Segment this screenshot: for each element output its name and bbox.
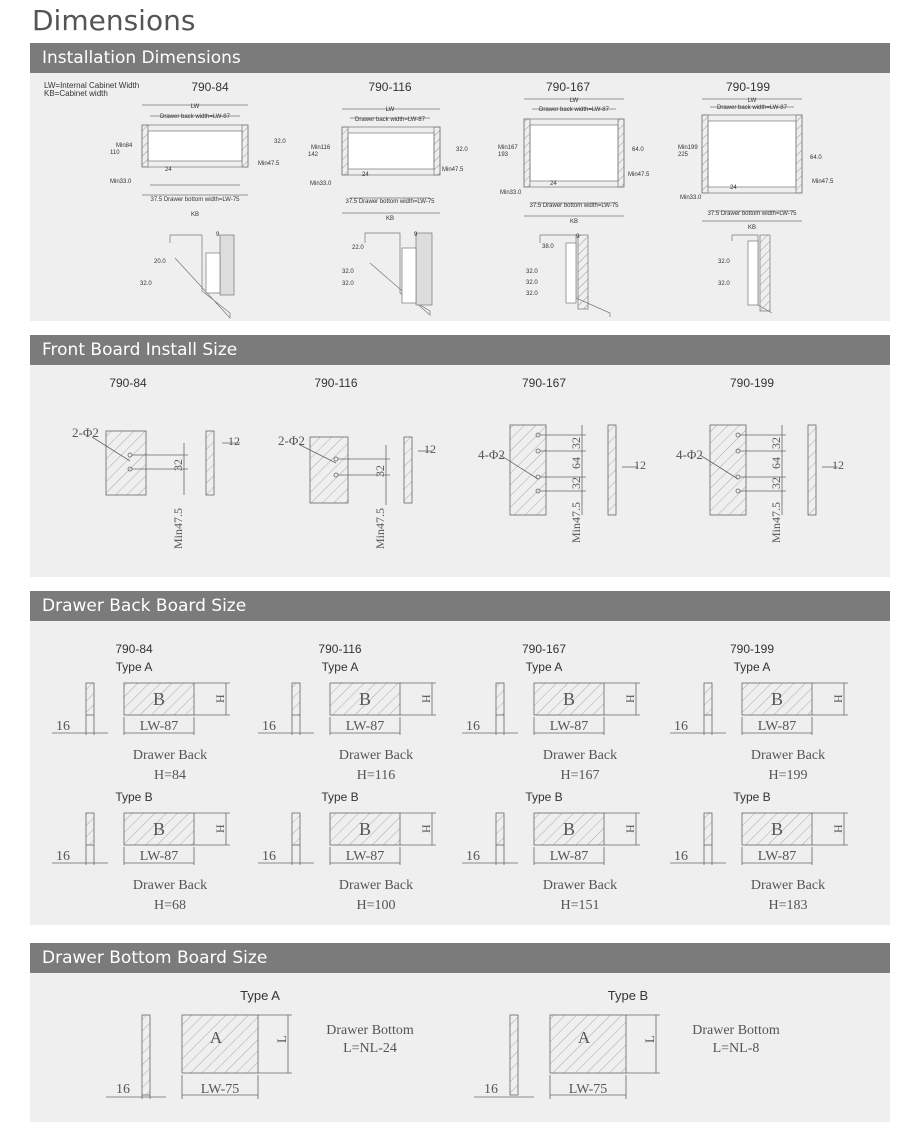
back-height-3-b: H=151 (560, 898, 600, 913)
back-16-1-b: 16 (56, 849, 70, 864)
kb-label-3: KB (569, 219, 579, 225)
min475-2: Min47.5 (442, 167, 464, 173)
min-alt-3: 193 (498, 152, 509, 158)
back-model-4: 790-199 (729, 642, 775, 656)
back-caption-1-a: Drawer Back (132, 748, 208, 763)
back-lw87-2-b: LW-87 (345, 849, 385, 864)
front-model-1: 790-84 (109, 376, 147, 390)
front-min-3: Min47.5 (569, 501, 583, 543)
bottom-formula-a: L=NL-24 (343, 1041, 397, 1056)
back-width-4: Drawer back width=LW-87 (717, 105, 787, 111)
bottom-type-a: Type A (240, 988, 280, 1003)
v24-4: 24 (730, 185, 737, 191)
front-64-4: 64 (769, 457, 783, 469)
v32h-4: 32.0 (718, 259, 730, 265)
min33-3: Min33.0 (500, 190, 522, 196)
back-h-2-b: H (419, 824, 433, 833)
drawer-back-panel (30, 621, 890, 925)
kb-label-4: KB (747, 225, 757, 231)
page-title: Dimensions (32, 4, 196, 37)
bottom-type-b: Type B (607, 988, 649, 1003)
bottom-width-4: 37.5 Drawer bottom width=LW-75 (707, 211, 797, 217)
back-h-1-b: H (213, 824, 227, 833)
back-h-3-b: H (623, 824, 637, 833)
v9-2: 9 (414, 232, 418, 238)
back-letter-4-b: B (770, 819, 784, 839)
bottom-caption-b: Drawer Bottom (692, 1023, 780, 1038)
bottom-width-2: 37.5 Drawer bottom width=LW-75 (345, 199, 435, 205)
v32b-1: 32.0 (140, 281, 152, 287)
back-type-a-1: Type A (115, 660, 153, 674)
front-12-3: 12 (634, 458, 646, 472)
front-min-2: Min47.5 (373, 507, 387, 549)
min475-4: Min47.5 (812, 179, 834, 185)
front-model-2: 790-116 (314, 376, 358, 390)
back-model-2: 790-116 (318, 642, 362, 656)
v32i-4: 32.0 (718, 281, 730, 287)
front-board-panel (30, 365, 890, 577)
back-letter-2-b: B (358, 819, 372, 839)
back-type-b-3: Type B (525, 790, 563, 804)
kb-label-2: KB (385, 216, 395, 222)
front-32b-3: 32 (569, 477, 583, 489)
v20-1: 20.0 (154, 259, 166, 265)
front-holes-1: 2-Φ2 (72, 425, 99, 440)
front-32a-3: 32 (569, 437, 583, 449)
back-lw87-4-a: LW-87 (757, 719, 797, 734)
bottom-diagram-a (106, 1015, 292, 1099)
back-caption-2-a: Drawer Back (338, 748, 414, 763)
min-4: Min199 (678, 145, 698, 151)
front-model-4: 790-199 (729, 376, 775, 390)
front-32-2: 32 (373, 465, 387, 477)
legend-kb: KB=Cabinet width (44, 89, 108, 98)
bottom-width-1: 37.5 Drawer bottom width=LW-75 (150, 197, 240, 203)
installation-header: Installation Dimensions (30, 43, 890, 73)
front-board-diagrams (30, 365, 890, 577)
front-holes-4: 4-Φ2 (676, 447, 703, 462)
back-caption-2-b: Drawer Back (338, 878, 414, 893)
min-alt-1: 110 (110, 150, 120, 156)
back-model-3: 790-167 (521, 642, 567, 656)
back-h-2-a: H (419, 694, 433, 703)
back-h-1-a: H (213, 694, 227, 703)
v32c-2: 32.0 (342, 269, 354, 275)
back-h-4-a: H (831, 694, 845, 703)
drawer-bottom-diagrams (30, 973, 890, 1122)
front-diagram-790-116 (300, 437, 432, 505)
bottom-caption-a: Drawer Bottom (326, 1023, 414, 1038)
drawer-bottom-panel (30, 973, 890, 1122)
v64-3: 64.0 (632, 147, 644, 153)
back-h-4-b: H (831, 824, 845, 833)
back-lw87-4-b: LW-87 (757, 849, 797, 864)
back-height-3-a: H=167 (560, 768, 600, 783)
v22-2: 22.0 (352, 245, 364, 251)
drawer-back-header: Drawer Back Board Size (30, 591, 890, 621)
bottom-lw75-b: LW-75 (568, 1082, 608, 1097)
back-lw87-2-a: LW-87 (345, 719, 385, 734)
min-3: Min167 (498, 145, 518, 151)
back-letter-1-b: B (152, 819, 166, 839)
back-type-b-1: Type B (115, 790, 153, 804)
back-16-2-b: 16 (262, 849, 276, 864)
back-height-4-a: H=199 (768, 768, 808, 783)
v32e-3: 32.0 (526, 269, 538, 275)
v32d-2: 32.0 (342, 281, 354, 287)
back-16-2-a: 16 (262, 719, 276, 734)
v32-2: 32.0 (456, 147, 468, 153)
front-diagram-790-84 (92, 431, 240, 495)
legend-lw: LW=Internal Cabinet Width (44, 81, 140, 90)
v24-2: 24 (362, 172, 369, 178)
min33-1: Min33.0 (110, 179, 132, 185)
front-min-4: Min47.5 (769, 501, 783, 543)
install-diagram-790-199 (702, 99, 802, 221)
install-diagram-790-116 (342, 109, 440, 213)
v32g-3: 32.0 (526, 291, 538, 297)
back-letter-1-a: B (152, 689, 166, 709)
install-detail-790-199 (732, 235, 772, 313)
install-detail-790-116 (365, 233, 432, 315)
front-model-3: 790-167 (521, 376, 567, 390)
front-12-4: 12 (832, 458, 844, 472)
back-type-a-4: Type A (733, 660, 771, 674)
bottom-width-3: 37.5 Drawer bottom width=LW-75 (529, 203, 619, 209)
back-type-b-2: Type B (321, 790, 359, 804)
front-12-1: 12 (228, 434, 240, 448)
front-holes-2: 2-Φ2 (278, 433, 305, 448)
back-width-1: Drawer back width=LW-87 (160, 114, 230, 120)
lw-label-3: LW (569, 98, 579, 104)
min475-3: Min47.5 (628, 172, 650, 178)
install-model-4: 790-199 (725, 80, 771, 94)
back-width-3: Drawer back width=LW-87 (539, 107, 609, 113)
bottom-formula-b: L=NL-8 (712, 1041, 760, 1056)
back-letter-2-a: B (358, 689, 372, 709)
back-model-1: 790-84 (115, 642, 153, 656)
back-type-b-4: Type B (733, 790, 771, 804)
min33-4: Min33.0 (680, 195, 702, 201)
min-1: Min84 (116, 143, 133, 149)
front-32a-4: 32 (769, 437, 783, 449)
v9-1: 9 (216, 232, 220, 238)
install-model-1: 790-84 (191, 80, 229, 94)
back-caption-4-a: Drawer Back (750, 748, 826, 763)
bottom-letter-b: A (577, 1028, 591, 1047)
back-16-4-a: 16 (674, 719, 688, 734)
v32f-3: 32.0 (526, 280, 538, 286)
back-lw87-1-b: LW-87 (139, 849, 179, 864)
lw-label-2: LW (385, 107, 395, 113)
back-type-a-3: Type A (525, 660, 563, 674)
back-height-1-a: H=84 (153, 768, 187, 783)
lw-label-1: LW (190, 104, 200, 110)
install-model-2: 790-116 (368, 80, 412, 94)
v24-3: 24 (550, 181, 557, 187)
min33-2: Min33.0 (310, 181, 332, 187)
bottom-16-b: 16 (484, 1082, 498, 1097)
v64-4: 64.0 (810, 155, 822, 161)
back-h-3-a: H (623, 694, 637, 703)
back-height-1-b: H=68 (153, 898, 187, 913)
back-caption-1-b: Drawer Back (132, 878, 208, 893)
front-64-3: 64 (569, 457, 583, 469)
min-alt-2: 142 (308, 152, 319, 158)
kb-label-1: KB (190, 212, 200, 218)
bottom-diagram-b (474, 1015, 660, 1099)
back-height-2-a: H=116 (356, 768, 396, 783)
back-caption-3-b: Drawer Back (542, 878, 618, 893)
front-holes-3: 4-Φ2 (478, 447, 505, 462)
bottom-lw75-a: LW-75 (200, 1082, 240, 1097)
v24-1: 24 (165, 167, 172, 173)
drawer-back-diagrams (30, 621, 890, 925)
bottom-l-a: L (274, 1035, 289, 1043)
back-type-a-2: Type A (321, 660, 359, 674)
min475-1: Min47.5 (258, 161, 280, 167)
back-16-1-a: 16 (56, 719, 70, 734)
back-width-2: Drawer back width=LW-87 (355, 117, 425, 123)
install-model-3: 790-167 (545, 80, 591, 94)
installation-diagrams (30, 73, 890, 321)
front-32-1: 32 (171, 459, 185, 471)
min-2: Min116 (311, 145, 331, 151)
back-16-3-b: 16 (466, 849, 480, 864)
back-letter-4-a: B (770, 689, 784, 709)
back-letter-3-a: B (562, 689, 576, 709)
drawer-bottom-header: Drawer Bottom Board Size (30, 943, 890, 973)
back-lw87-1-a: LW-87 (139, 719, 179, 734)
install-detail-790-84 (170, 235, 234, 318)
bottom-letter-a: A (209, 1028, 223, 1047)
back-height-4-b: H=183 (768, 898, 808, 913)
back-caption-4-b: Drawer Back (750, 878, 826, 893)
back-letter-3-b: B (562, 819, 576, 839)
front-min-1: Min47.5 (171, 507, 185, 549)
v9-3: 9 (576, 234, 580, 240)
back-16-4-b: 16 (674, 849, 688, 864)
lw-label-4: LW (747, 98, 757, 104)
v38-3: 38.0 (542, 244, 554, 250)
front-32b-4: 32 (769, 477, 783, 489)
v32-1: 32.0 (274, 139, 286, 145)
back-height-2-b: H=100 (356, 898, 396, 913)
bottom-16-a: 16 (116, 1082, 130, 1097)
front-board-header: Front Board Install Size (30, 335, 890, 365)
min-alt-4: 225 (678, 152, 689, 158)
back-lw87-3-a: LW-87 (549, 719, 589, 734)
back-lw87-3-b: LW-87 (549, 849, 589, 864)
back-caption-3-a: Drawer Back (542, 748, 618, 763)
install-diagram-790-167 (524, 99, 624, 216)
back-16-3-a: 16 (466, 719, 480, 734)
installation-panel (30, 73, 890, 321)
front-12-2: 12 (424, 442, 436, 456)
bottom-l-b: L (642, 1035, 657, 1043)
